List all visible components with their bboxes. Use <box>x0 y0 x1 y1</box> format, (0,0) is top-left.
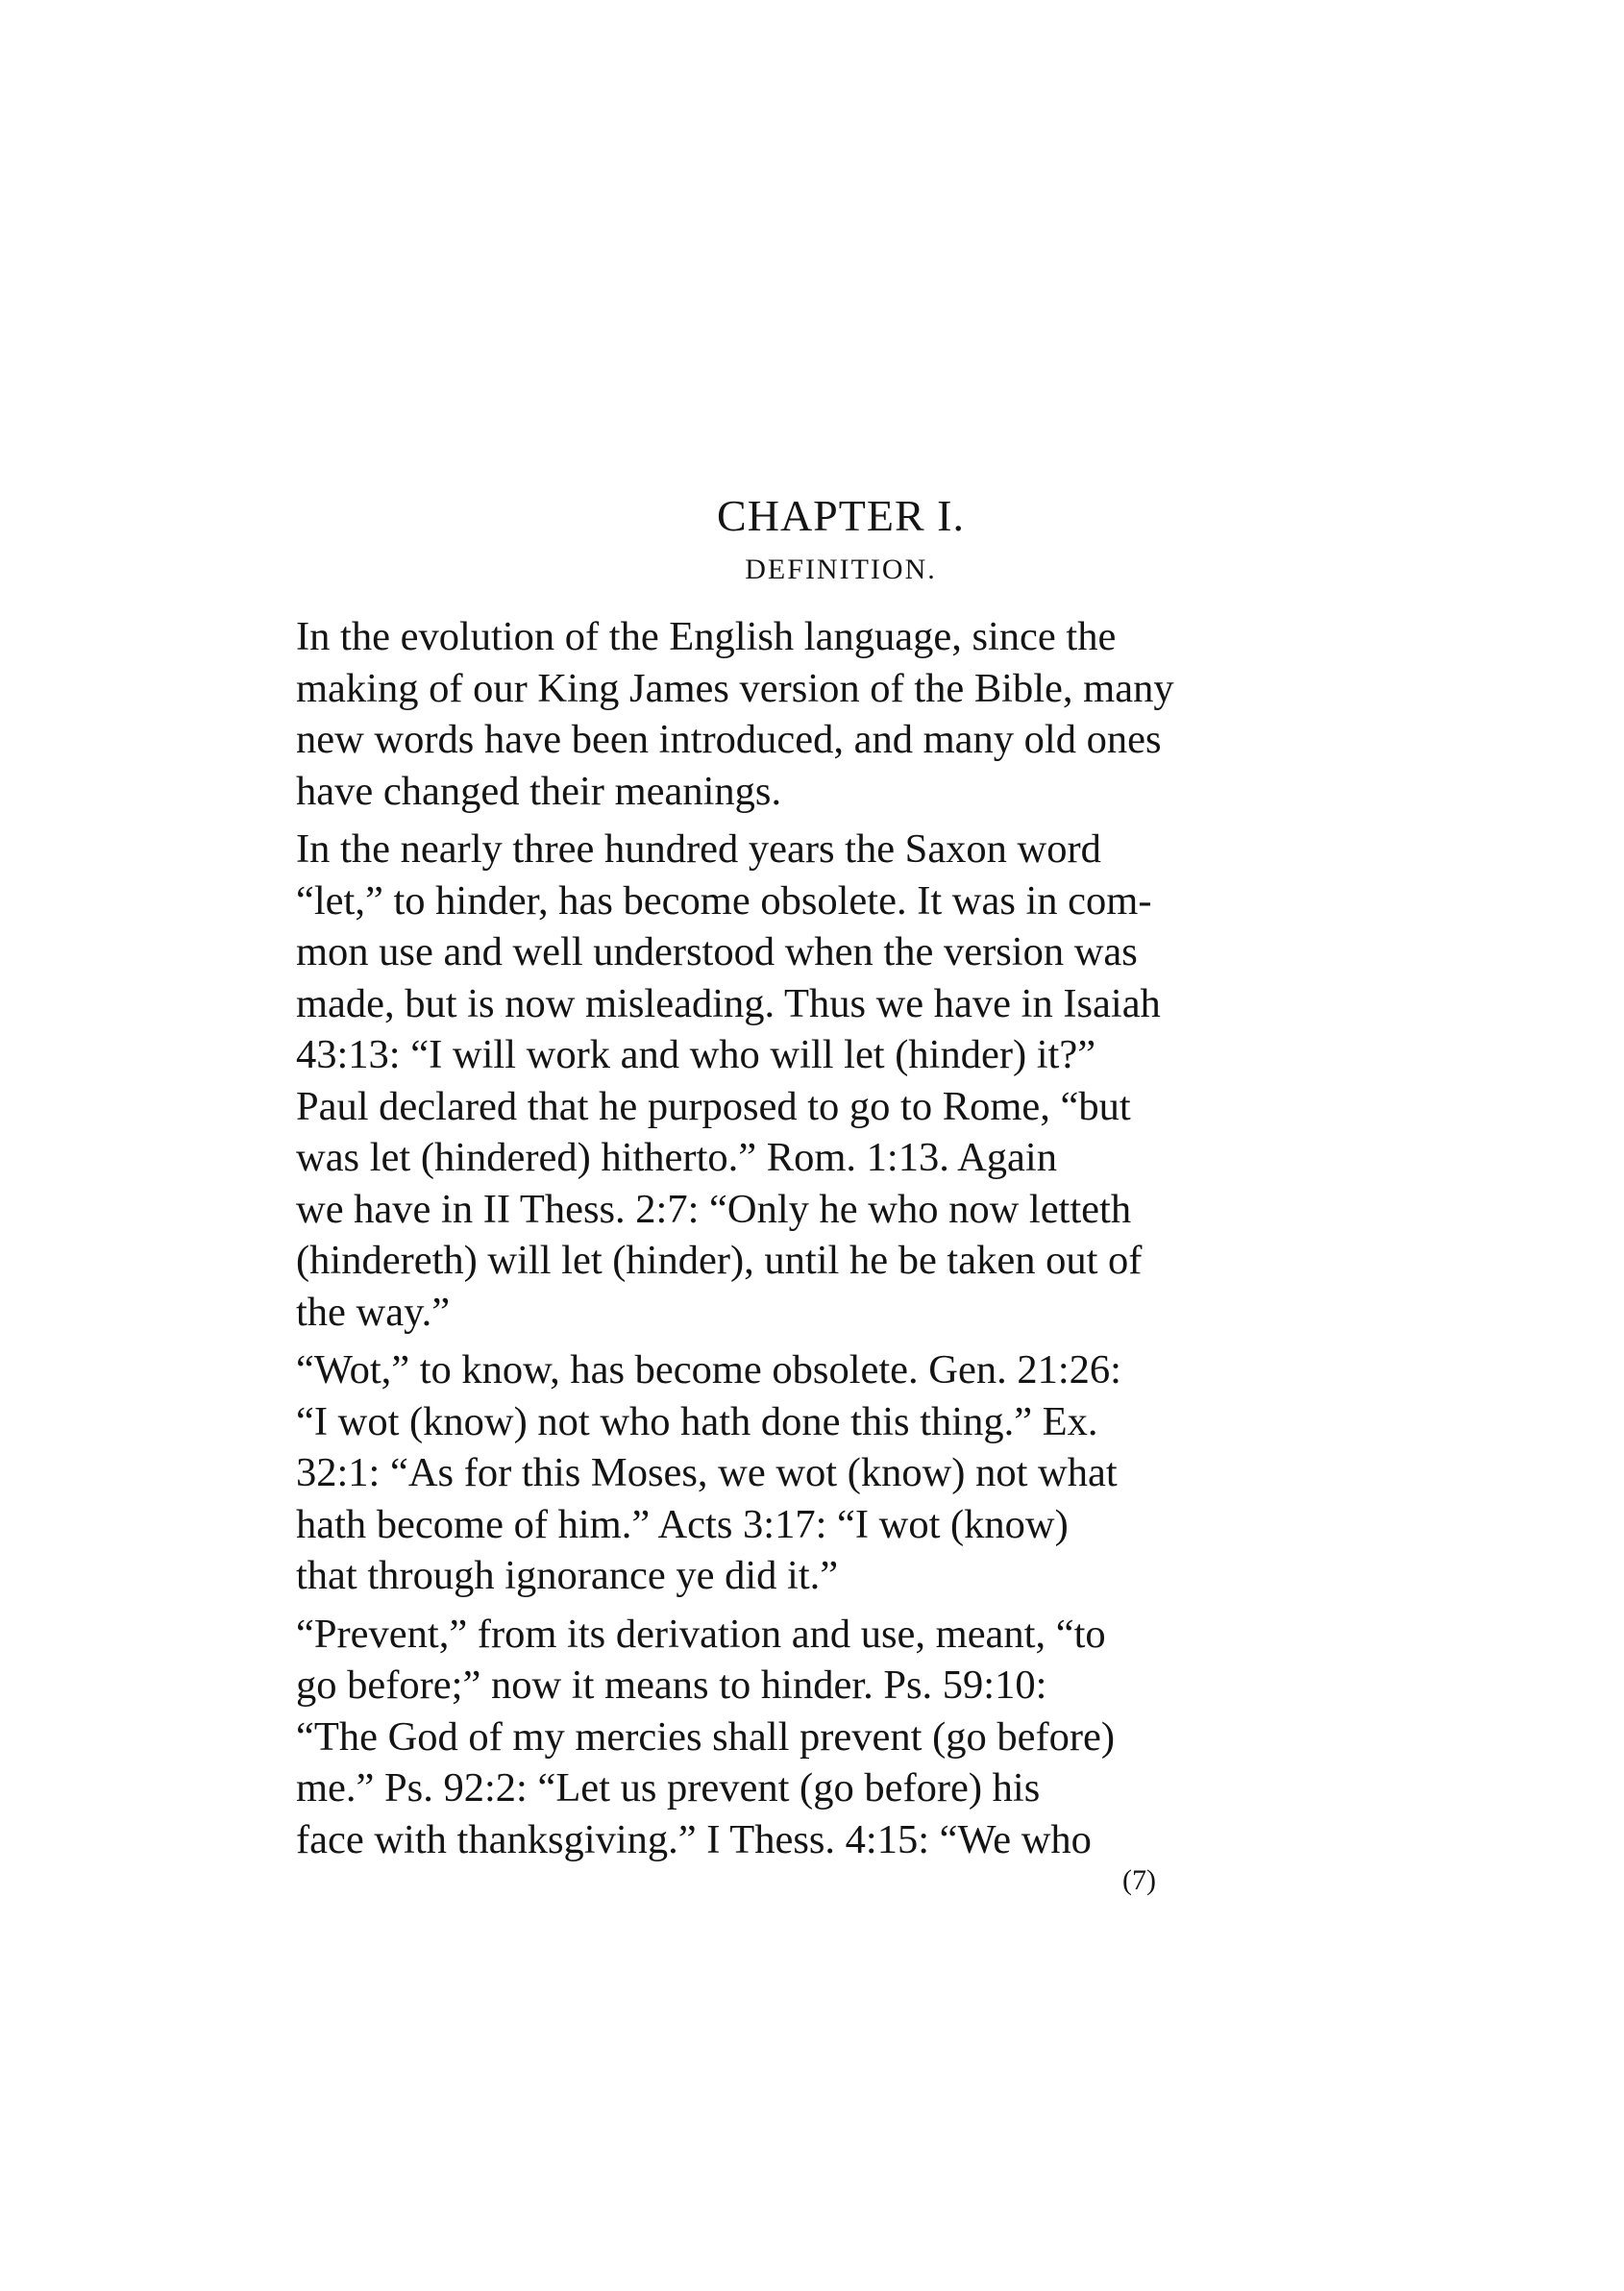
text-line: “The God of my mercies shall prevent (go before) <box>296 1713 1116 1760</box>
text-line: was let (hindered) hitherto.” Rom. 1:13. Again <box>296 1135 1057 1180</box>
text-line: hath become of him.” Acts 3:17: “I wot (know) <box>296 1501 1069 1547</box>
text-line: me.” Ps. 92:2: “Let us prevent (go before) his <box>296 1765 1041 1811</box>
paragraph-1 <box>246 611 1259 817</box>
text-line: new words have been introduced, and many old ones <box>296 717 1162 762</box>
text-line: “I wot (know) not who hath done this thing.” Ex. <box>296 1398 1098 1444</box>
text-line: (hindereth) will let (hinder), until he be taken out of <box>296 1238 1143 1283</box>
text-line: the way.” <box>296 1289 451 1335</box>
text-line: In the evolution of the English language, since the <box>296 614 1117 659</box>
text-line: face with thanksgiving.” I Thess. 4:15: “We who <box>296 1816 1092 1862</box>
text-line: making of our King James version of the Bible, many <box>296 665 1174 711</box>
paragraph-4 <box>246 1609 1259 1866</box>
body-text <box>246 611 1259 1872</box>
text-line: 43:13: “I will work and who will let (hinder) it?” <box>296 1032 1096 1077</box>
text-line: go before;” now it means to hinder. Ps. 59:10: <box>296 1663 1047 1708</box>
text-line: have changed their meanings. <box>296 768 782 814</box>
page-number: (7) <box>1122 1864 1156 1896</box>
text-line: “Wot,” to know, has become obsolete. Gen. 21:26: <box>296 1347 1121 1392</box>
text-line: “Prevent,” from its derivation and use, meant, “to <box>296 1611 1106 1657</box>
text-line: that through ignorance ye did it.” <box>296 1553 839 1598</box>
paragraph-2 <box>246 824 1259 1338</box>
text-line: “let,” to hinder, has become obsolete. It was in com- <box>296 877 1152 924</box>
text-line: mon use and well understood when the version was <box>296 929 1138 974</box>
text-line: made, but is now misleading. Thus we have in Isaiah <box>296 980 1161 1026</box>
text-line: 32:1: “As for this Moses, we wot (know) not what <box>296 1450 1118 1495</box>
section-title: DEFINITION. <box>745 554 937 585</box>
text-line: we have in II Thess. 2:7: “Only he who now letteth <box>296 1186 1132 1232</box>
chapter-title: CHAPTER I. <box>717 491 965 540</box>
paragraph-3 <box>246 1344 1259 1602</box>
text-line: Paul declared that he purposed to go to Rome, “but <box>296 1083 1131 1129</box>
text-line: In the nearly three hundred years the Saxon word <box>296 826 1101 872</box>
